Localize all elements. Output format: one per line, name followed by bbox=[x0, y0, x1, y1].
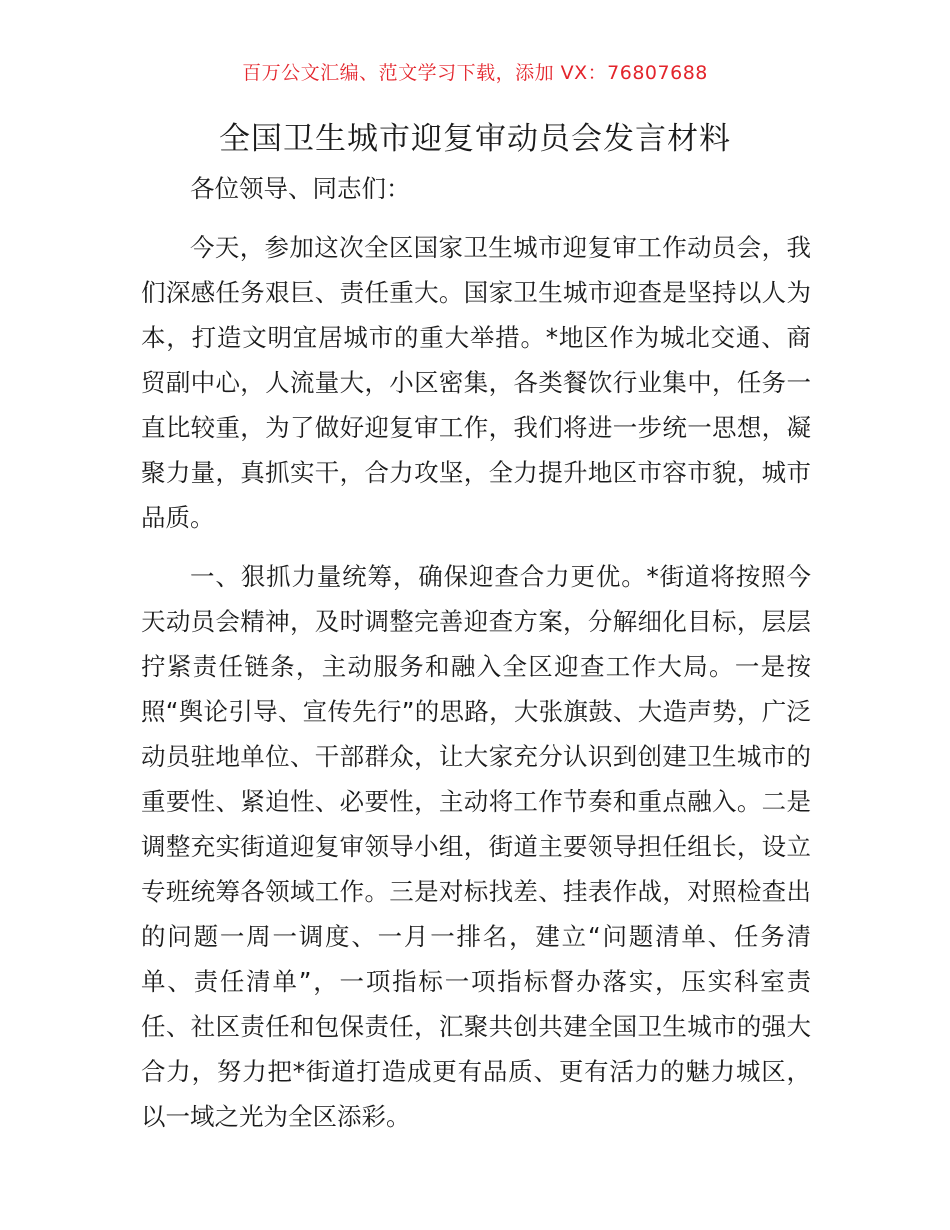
document-body bbox=[141, 166, 811, 1139]
salutation: 各位领导、同志们： bbox=[190, 174, 411, 203]
paragraph-intro: 今天，参加这次全区国家卫生城市迎复审工作动员会，我们深感任务艰巨、责任重大。国家卫生城市迎查是坚持以人为本，打造文明宜居城市的重大举措。*地区作为城北交通、商贸副中心，人流量大，小区密集，各类餐饮行业集中，任务一直比较重，为了做好迎复审工作，我们将进一步统一思想，凝聚力量，真抓实干，合力攻坚，全力提升地区市容市貌，城市品质。 bbox=[141, 233, 811, 532]
paragraph-section-one: 一、狠抓力量统筹，确保迎查合力更优。*街道将按照今天动员会精神，及时调整完善迎查方案，分解细化目标，层层拧紧责任链条，主动服务和融入全区迎查工作大局。一是按照“舆论引导、宣传先行”的思路，大张旗鼓、大造声势，广泛动员驻地单位、干部群众，让大家充分认识到创建卫生城市的重要性、紧迫性、必要性，主动将工作节奏和重点融入。二是调整充实街道迎复审领导小组，街道主要领导担任组长，设立专班统筹各领域工作。三是对标找差、挂表作战，对照检查出的问题一周一调度、一月一排名，建立“问题清单、任务清单、责任清单”，一项指标一项指标督办落实，压实科室责任、社区责任和包保责任，汇聚共创共建全国卫生城市的强大合力，努力把*街道打造成更有品质、更有活力的魅力城区，以一域之光为全区添彩。 bbox=[141, 562, 811, 1131]
document-title: 全国卫生城市迎复审动员会发言材料 bbox=[219, 121, 731, 157]
watermark-banner: 百万公文汇编、范文学习下载，添加 VX：76807688 bbox=[242, 62, 708, 84]
